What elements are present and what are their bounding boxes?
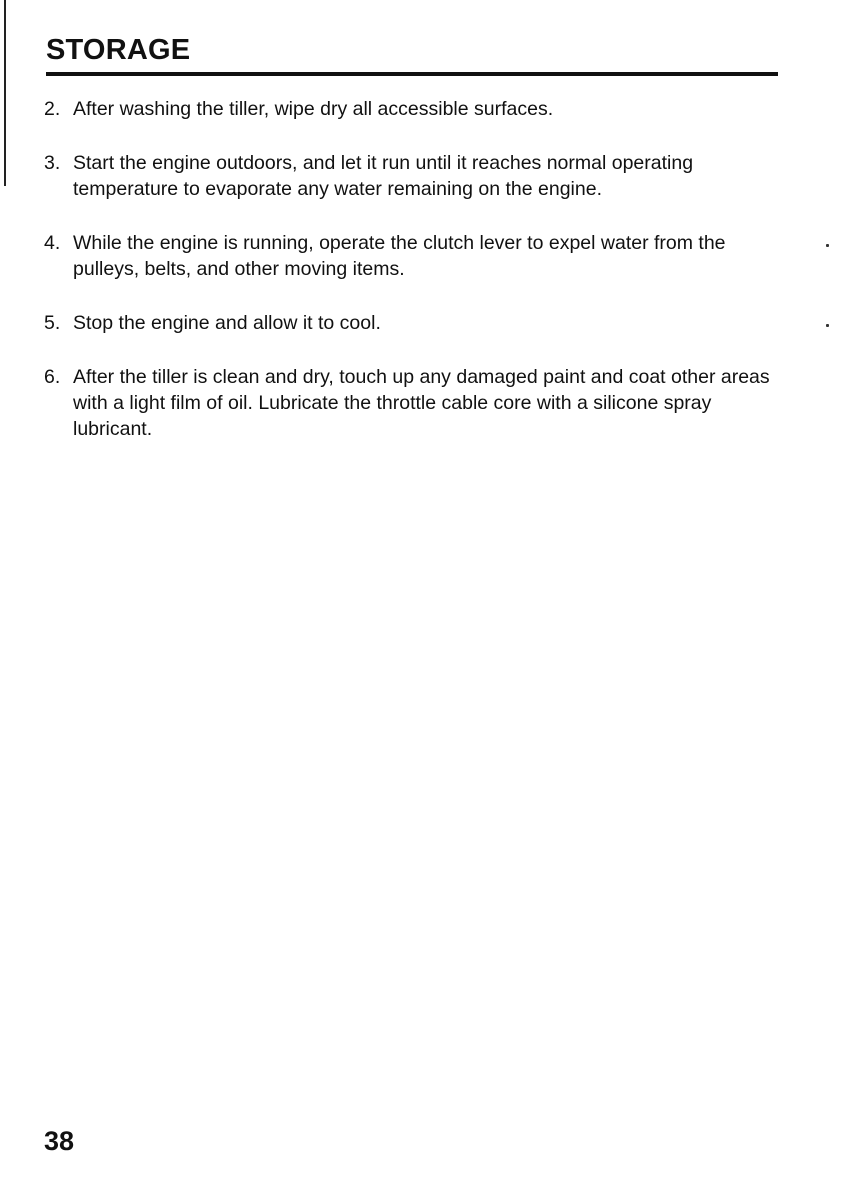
list-item xyxy=(44,96,784,122)
step-text: While the engine is running, operate the clutch lever to expel water from the pulleys, belts, and other moving items. xyxy=(73,232,726,280)
scan-speck xyxy=(826,324,829,327)
storage-steps-list xyxy=(44,96,784,470)
step-number: 4. xyxy=(44,232,61,254)
step-text: After the tiller is clean and dry, touch up any damaged paint and coat other areas with a light film of oil. Lubricate the throttle cable core with a silicone spray lubricant. xyxy=(73,366,770,440)
list-item xyxy=(44,364,784,442)
page-number: 38 xyxy=(44,1126,75,1156)
list-item xyxy=(44,150,784,202)
step-text: Stop the engine and allow it to cool. xyxy=(73,312,381,334)
step-number: 2. xyxy=(44,98,61,120)
list-item xyxy=(44,230,784,282)
step-text: After washing the tiller, wipe dry all accessible surfaces. xyxy=(73,98,554,120)
step-number: 5. xyxy=(44,312,61,334)
list-item xyxy=(44,310,784,336)
scan-edge-line xyxy=(4,0,6,186)
title-rule xyxy=(46,72,778,76)
step-number: 3. xyxy=(44,152,61,174)
step-text: Start the engine outdoors, and let it run until it reaches normal operating temperature to evaporate any water remaining on the engine. xyxy=(73,152,694,200)
section-title: STORAGE xyxy=(46,34,191,66)
scan-specks xyxy=(826,240,832,330)
step-number: 6. xyxy=(44,366,61,388)
scan-speck xyxy=(826,244,829,247)
